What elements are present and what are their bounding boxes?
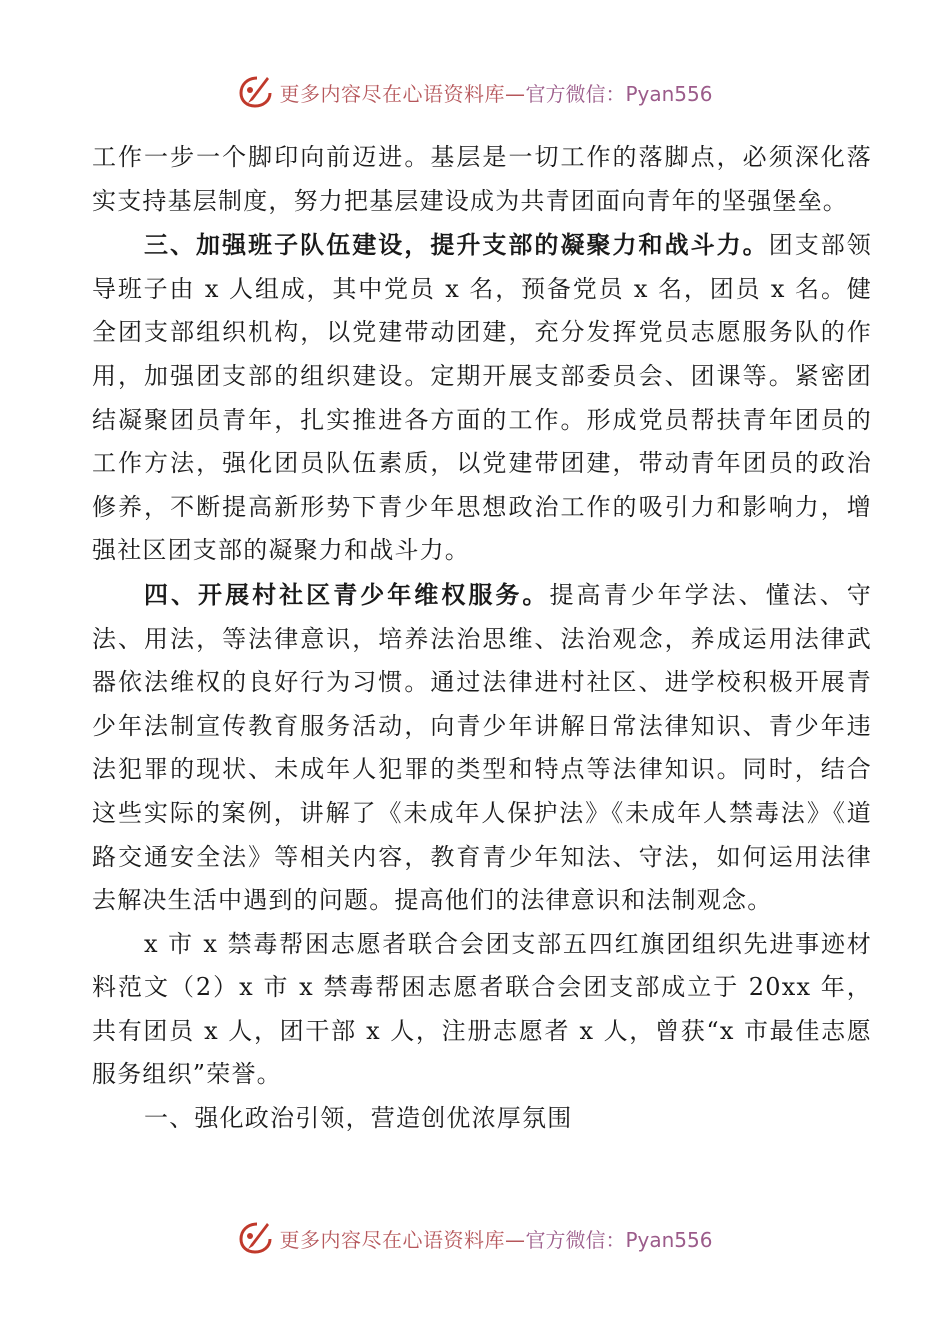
paragraph-section-three: 三、加强班子队伍建设，提升支部的凝聚力和战斗力。团支部领导班子由 x 人组成，其中党员 x 名，预备党员 x 名，团员 x 名。健全团支部组织机构，以党建带动团建，充分发挥党员志愿服务队的作用，加强团支部的组织建设。定期开展支部委员会、团课等。紧密团结凝聚团员青年，扎实推进各方面的工作。形成党员帮扶青年团员的工作方法，强化团员队伍素质，以党建带团建，带动青年团员的政治修养，不断提高新形势下青少年思想政治工作的吸引力和影响力，增强社区团支部的凝聚力和战斗力。 [92, 230, 872, 565]
section-heading-three: 三、加强班子队伍建设，提升支部的凝聚力和战斗力。 [144, 230, 769, 260]
pen-logo-icon [237, 1220, 275, 1256]
paragraph-continuation: 工作一步一个脚印向前迈进。基层是一切工作的落脚点，必须深化落实支持基层制度，努力把基层建设成为共青团面向青年的坚强堡垒。 [92, 143, 872, 215]
pen-logo-icon [237, 74, 275, 110]
paragraph-intro-sample-two: x 市 x 禁毒帮困志愿者联合会团支部五四红旗团组织先进事迹材料范文（2）x 市 x 禁毒帮困志愿者联合会团支部成立于 20xx 年，共有团员 x 人，团干部 x 人，注册志愿者 x 人，曾获“x 市最佳志愿服务组织”荣誉。 [92, 929, 872, 1089]
watermark-slogan: 更多内容尽在心语资料库— [279, 1227, 526, 1252]
header-watermark-banner [0, 72, 950, 112]
section-heading-four: 四、开展村社区青少年维权服务。 [144, 579, 550, 609]
watermark-contact: 官方微信：Pyan556 [525, 1227, 713, 1252]
paragraph-section-four: 四、开展村社区青少年维权服务。提高青少年学法、懂法、守法、用法，等法律意识，培养法治思维、法治观念，养成运用法律武器依法维权的良好行为习惯。通过法律进村社区、进学校积极开展青少年法制宣传教育服务活动，向青少年讲解日常法律知识、青少年违法犯罪的现状、未成年人犯罪的类型和特点等法律知识。同时，结合这些实际的案例，讲解了《未成年人保护法》《未成年人禁毒法》《道路交通安全法》等相关内容，教育青少年知法、守法，如何运用法律去解决生活中遇到的问题。提高他们的法律意识和法制观念。 [92, 579, 873, 915]
footer-watermark-banner [0, 1218, 950, 1258]
document-body [92, 136, 872, 1141]
watermark-slogan: 更多内容尽在心语资料库— [279, 81, 526, 106]
paragraph-heading-one: 一、强化政治引领，营造创优浓厚氛围 [144, 1104, 573, 1133]
watermark-contact: 官方微信：Pyan556 [525, 81, 713, 106]
